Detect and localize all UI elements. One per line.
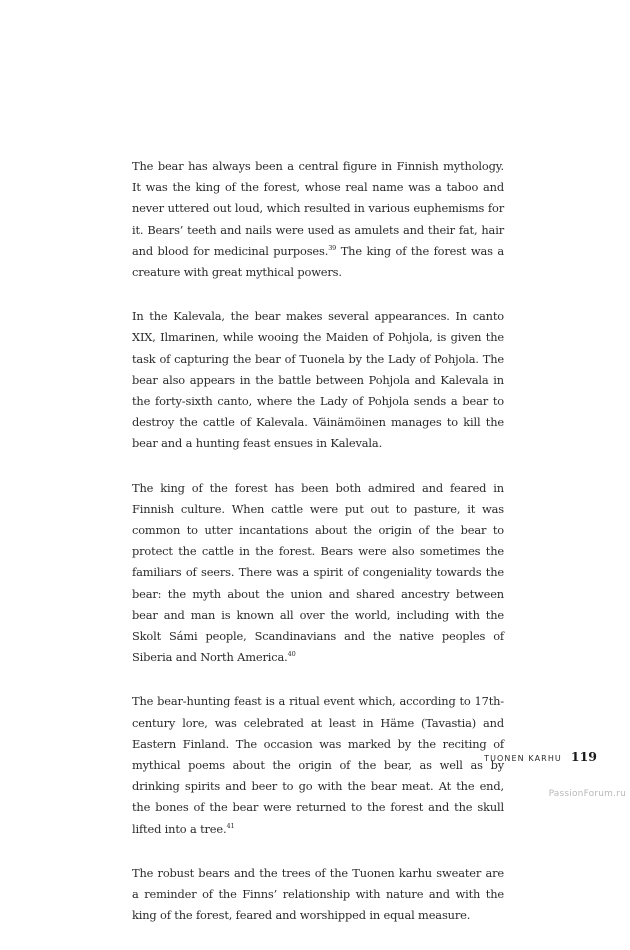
paragraph-5-text: The robust bears and the trees of the Tuonen karhu sweater are a reminder of the Finns’ relationship with nature and with the king of the forest, feared and worshipped in equal measure. xyxy=(132,865,504,923)
footnote-ref-41: 41 xyxy=(226,821,235,830)
paragraph-1 xyxy=(132,156,504,283)
paragraph-2 xyxy=(132,306,504,454)
paragraph-2-text: In the Kalevala, the bear makes several appearances. In canto XIX, Ilmarinen, while wooing the Maiden of Pohjola, is given the task of capturing the bear of Tuonela by the Lady of Pohjola. The bear also appears in the battle between Pohjola and Kalevala in the forty-sixth canto, where the Lady of Pohjola sends a bear to destroy the cattle of Kalevala. Väinämöinen manages to kill the bear and a hunting feast ensues in Kalevala. xyxy=(132,309,504,451)
paragraph-4 xyxy=(132,691,504,839)
paragraph-5 xyxy=(132,863,504,927)
footnote-ref-40: 40 xyxy=(287,650,296,659)
footnote-ref-39: 39 xyxy=(328,244,337,253)
paragraph-3-text: The king of the forest has been both admired and feared in Finnish culture. When cattle were put out to pasture, it was common to utter incantations about the origin of the bear to protect the cattle in the forest. Bears were also sometimes the familiars of seers. There was a spirit of congeniality towards the bear: the myth about the union and shared ancestry between bear and man is known all over the world, including with the Skolt Sámi people, Scandinavians and the native peoples of Siberia and North America. xyxy=(132,480,504,665)
page-number: 119 xyxy=(570,749,597,764)
paragraph-1-text: The bear has always been a central figure in Finnish mythology. It was the king of the forest, whose real name was a taboo and never uttered out loud, which resulted in various euphemisms for it. Bears’ teeth and nails were used as amulets and their fat, hair and blood for medicinal purposes. xyxy=(132,159,504,258)
paragraph-1-tail: The king of the forest was a creature with great mythical powers. xyxy=(132,243,504,280)
body-text xyxy=(132,156,504,950)
paragraph-3 xyxy=(132,478,504,669)
watermark: PassionForum.ru xyxy=(548,789,626,799)
running-head: TUONEN KARHU xyxy=(484,754,562,763)
page-footer xyxy=(484,749,597,764)
paragraph-4-text: The bear-hunting feast is a ritual event which, according to 17th-century lore, was celebrated at least in Häme (Tavastia) and Eastern Finland. The occasion was marked by the reciting of mythical poems about the origin of the bear, as well as by drinking spirits and beer to go with the bear meat. At the end, the bones of the bear were returned to the forest and the skull lifted into a tree. xyxy=(132,694,504,836)
